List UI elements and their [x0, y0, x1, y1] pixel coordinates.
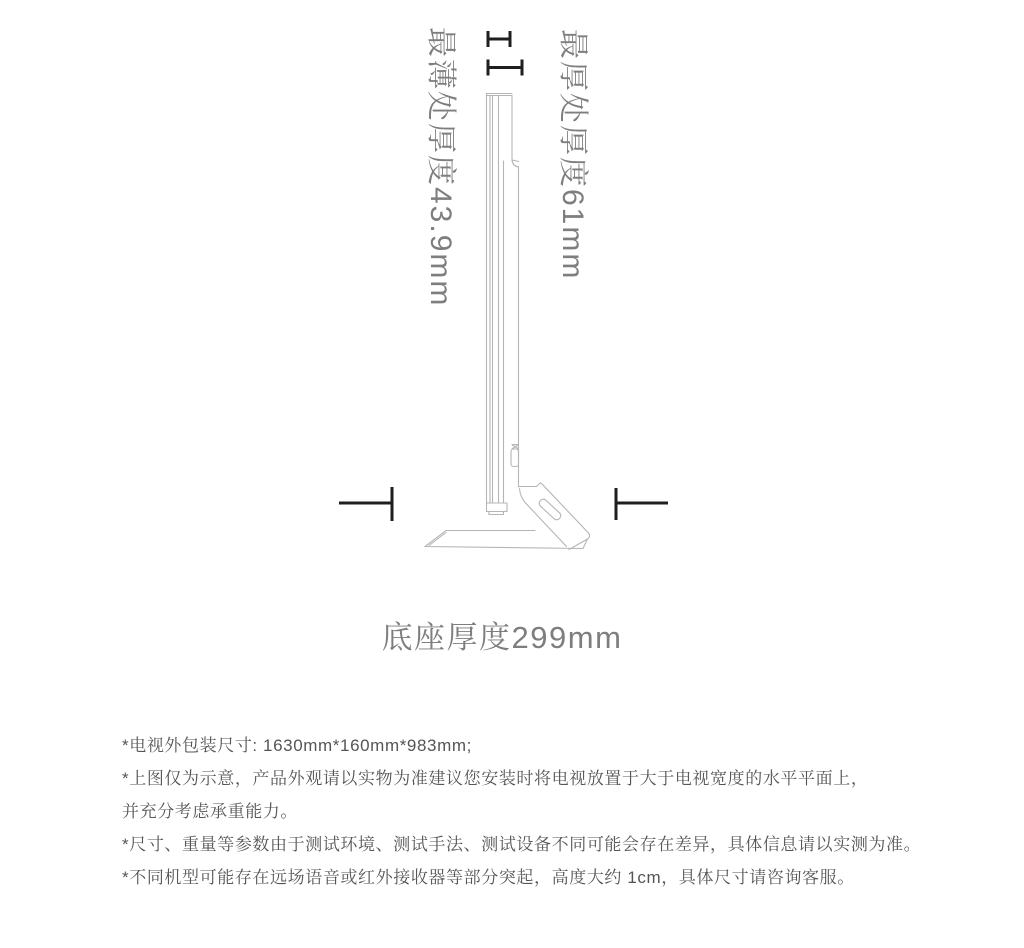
- thickness-marker-thick-icon: [488, 60, 522, 76]
- footnotes: [122, 729, 1012, 894]
- base-depth-label: 底座厚度299mm: [381, 620, 623, 655]
- stand-base-plate: [425, 531, 588, 549]
- footnote-line: *不同机型可能存在远场语音或红外接收器等部分突起，高度大约 1cm，具体尺寸请咨询客服。: [122, 868, 855, 887]
- thickness-marker-thin-icon: [488, 31, 510, 47]
- stand-base-inner-line: [429, 533, 446, 546]
- tv-bottom-bezel: [487, 503, 508, 512]
- stand-leg-inner-edge: [520, 489, 567, 547]
- rear-connector-cross-detail: [512, 445, 519, 450]
- footnote-line: *上图仅为示意，产品外观请以实物为准建议您安装时将电视放置于大于电视宽度的水平平面上，: [122, 769, 869, 788]
- rear-connector-detail: [511, 449, 519, 467]
- thickest-thickness-label: 最厚处厚度61mm: [556, 29, 589, 281]
- base-depth-marker-left-icon: [339, 487, 392, 521]
- footnote-line: *尺寸、重量等参数由于测试环境、测试手法、测试设备不同可能会存在差异，具体信息请以实测为准。: [122, 835, 922, 854]
- footnote-line: 并充分考虑承重能力。: [122, 802, 298, 821]
- tv-back-step-inner: [512, 160, 519, 162]
- thinnest-thickness-label: 最薄处厚度43.9mm: [424, 27, 457, 308]
- base-depth-marker-right-icon: [616, 488, 668, 520]
- footnote-line: *电视外包装尺寸: 1630mm*160mm*983mm;: [122, 736, 472, 755]
- stand-leg-outer-edge: [537, 483, 590, 549]
